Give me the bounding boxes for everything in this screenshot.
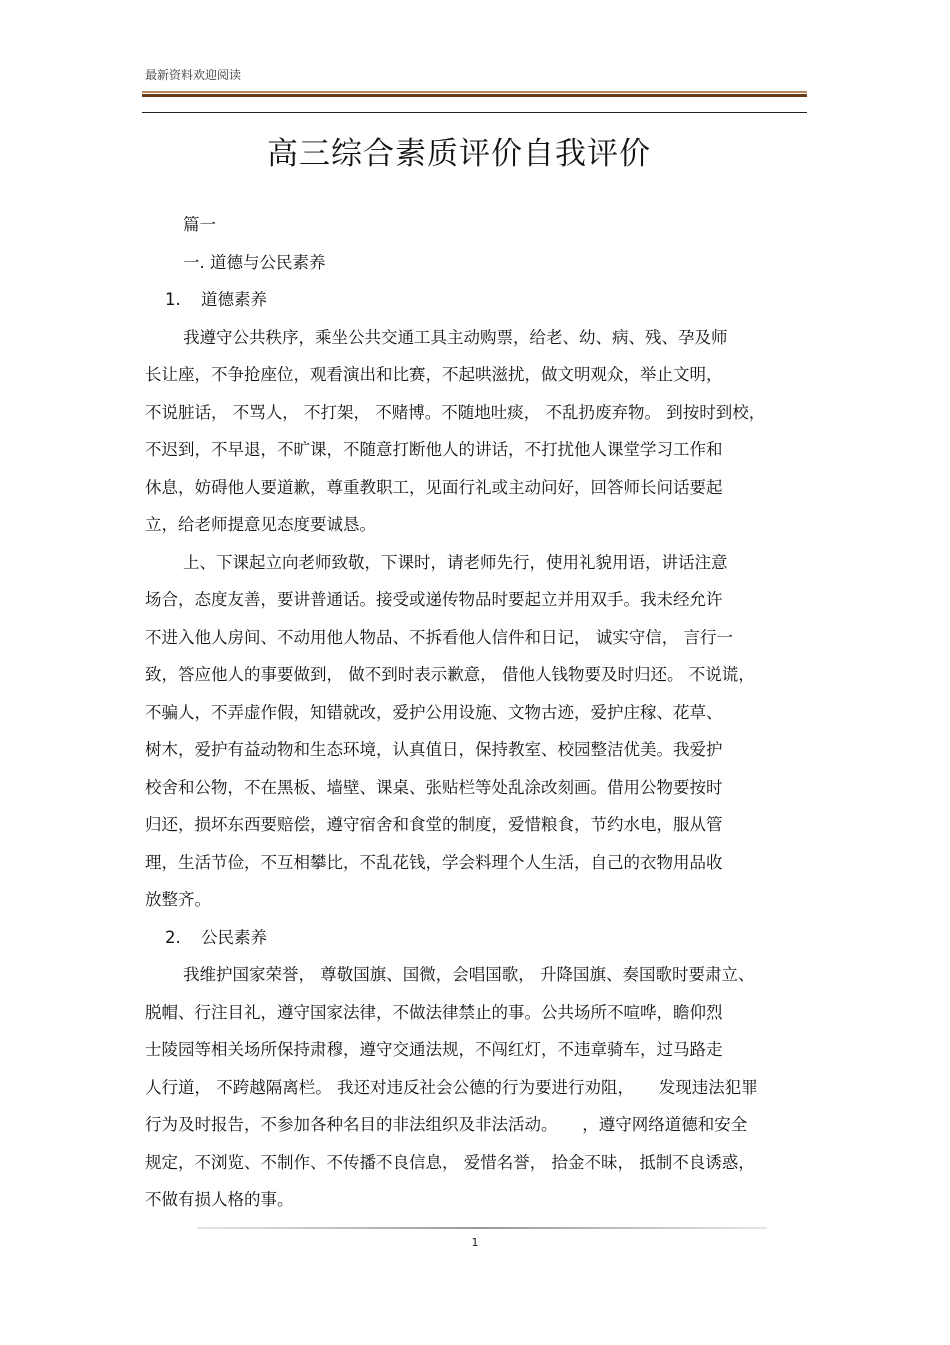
header-rule-light <box>142 91 807 93</box>
part-label: 篇一 <box>183 215 216 234</box>
text-line: 行为及时报告，不参加各种名目的非法组织及非法活动。 ，遵守网络道德和安全 <box>145 1115 748 1134</box>
subsection-number: 2. <box>165 927 181 947</box>
document-title: 高三综合素质评价自我评价 <box>267 136 651 172</box>
text-line: 休息，妨碍他人要道歉，尊重教职工，见面行礼或主动问好，回答师长问话要起 <box>145 477 723 497</box>
header-text: 最新资料欢迎阅读 <box>145 68 242 82</box>
text-line: 不说脏话， 不骂人， 不打架， 不赌博。不随地吐痰， 不乱扔废弃物。 到按时到校， <box>145 402 766 422</box>
text-line: 长让座，不争抢座位，观看演出和比赛，不起哄滋扰，做文明观众，举止文明， <box>145 365 723 384</box>
section-heading: 一. 道德与公民素养 <box>183 252 326 272</box>
paragraph-1 <box>145 319 807 544</box>
text-line: 不做有损人格的事。 <box>145 1190 294 1209</box>
text-line: 立，给老师提意见态度要诚恳。 <box>145 515 376 534</box>
text-line: 致，答应他人的事要做到， 做不到时表示歉意， 借他人钱物要及时归还。 不说谎， <box>145 665 755 684</box>
subsection-heading-2 <box>145 919 807 957</box>
text-line: 放整齐。 <box>145 890 211 909</box>
text-line: 不骗人，不弄虚作假，知错就改，爱护公用设施、文物古迹，爱护庄稼、花草、 <box>145 702 723 722</box>
text-line: 不迟到，不早退，不旷课，不随意打断他人的讲话，不打扰他人课堂学习工作和 <box>145 440 723 459</box>
header-rule-dark <box>142 94 807 97</box>
text-line: 我维护国家荣誉， 尊敬国旗、国微，会唱国歌， 升降国旗、奏国歌时要肃立、 <box>183 965 755 984</box>
subsection-heading-1 <box>145 281 807 319</box>
subsection-number: 1. <box>165 290 181 309</box>
text-line: 脱帽、行注目礼，遵守国家法律，不做法律禁止的事。公共场所不喧哗，瞻仰烈 <box>145 1002 723 1022</box>
paragraph-2 <box>145 544 807 919</box>
header-rule-thin <box>142 112 807 113</box>
text-line: 场合，态度友善，要讲普通话。接受或递传物品时要起立并用双手。我未经允许 <box>145 590 723 609</box>
text-line: 上、下课起立向老师致敬，下课时，请老师先行，使用礼貌用语，讲话注意 <box>183 552 728 572</box>
text-line: 归还，损坏东西要赔偿，遵守宿舍和食堂的制度，爱惜粮食，节约水电，服从管 <box>145 815 723 834</box>
text-line: 我遵守公共秩序，乘坐公共交通工具主动购票，给老、幼、病、残、孕及师 <box>183 327 728 347</box>
text-line: 不进入他人房间、不动用他人物品、不拆看他人信件和日记， 诚实守信， 言行一 <box>145 627 733 647</box>
text-line: 士陵园等相关场所保持肃穆，遵守交通法规，不闯红灯，不违章骑车，过马路走 <box>145 1040 723 1059</box>
paragraph-3 <box>145 956 807 1219</box>
text-line: 人行道， 不跨越隔离栏。 我还对违反社会公德的行为要进行劝阻， 发现违法犯罪 <box>145 1077 758 1097</box>
text-line: 树木，爱护有益动物和生态环境，认真值日，保持教室、校园整洁优美。我爱护 <box>145 740 723 759</box>
subsection-label: 公民素养 <box>201 927 267 947</box>
text-line: 规定，不浏览、不制作、不传播不良信息， 爱惜名誉， 拾金不昧， 抵制不良诱惑， <box>145 1152 755 1172</box>
document-body <box>145 206 807 1219</box>
text-line: 校舍和公物，不在黑板、墙壁、课桌、张贴栏等处乱涂改刻画。借用公物要按时 <box>145 777 723 797</box>
subsection-label: 道德素养 <box>201 290 267 309</box>
page-number: 1 <box>471 1236 479 1249</box>
footer-rule <box>197 1227 767 1229</box>
text-line: 理，生活节俭，不互相攀比，不乱花钱，学会料理个人生活，自己的衣物用品收 <box>145 852 723 872</box>
